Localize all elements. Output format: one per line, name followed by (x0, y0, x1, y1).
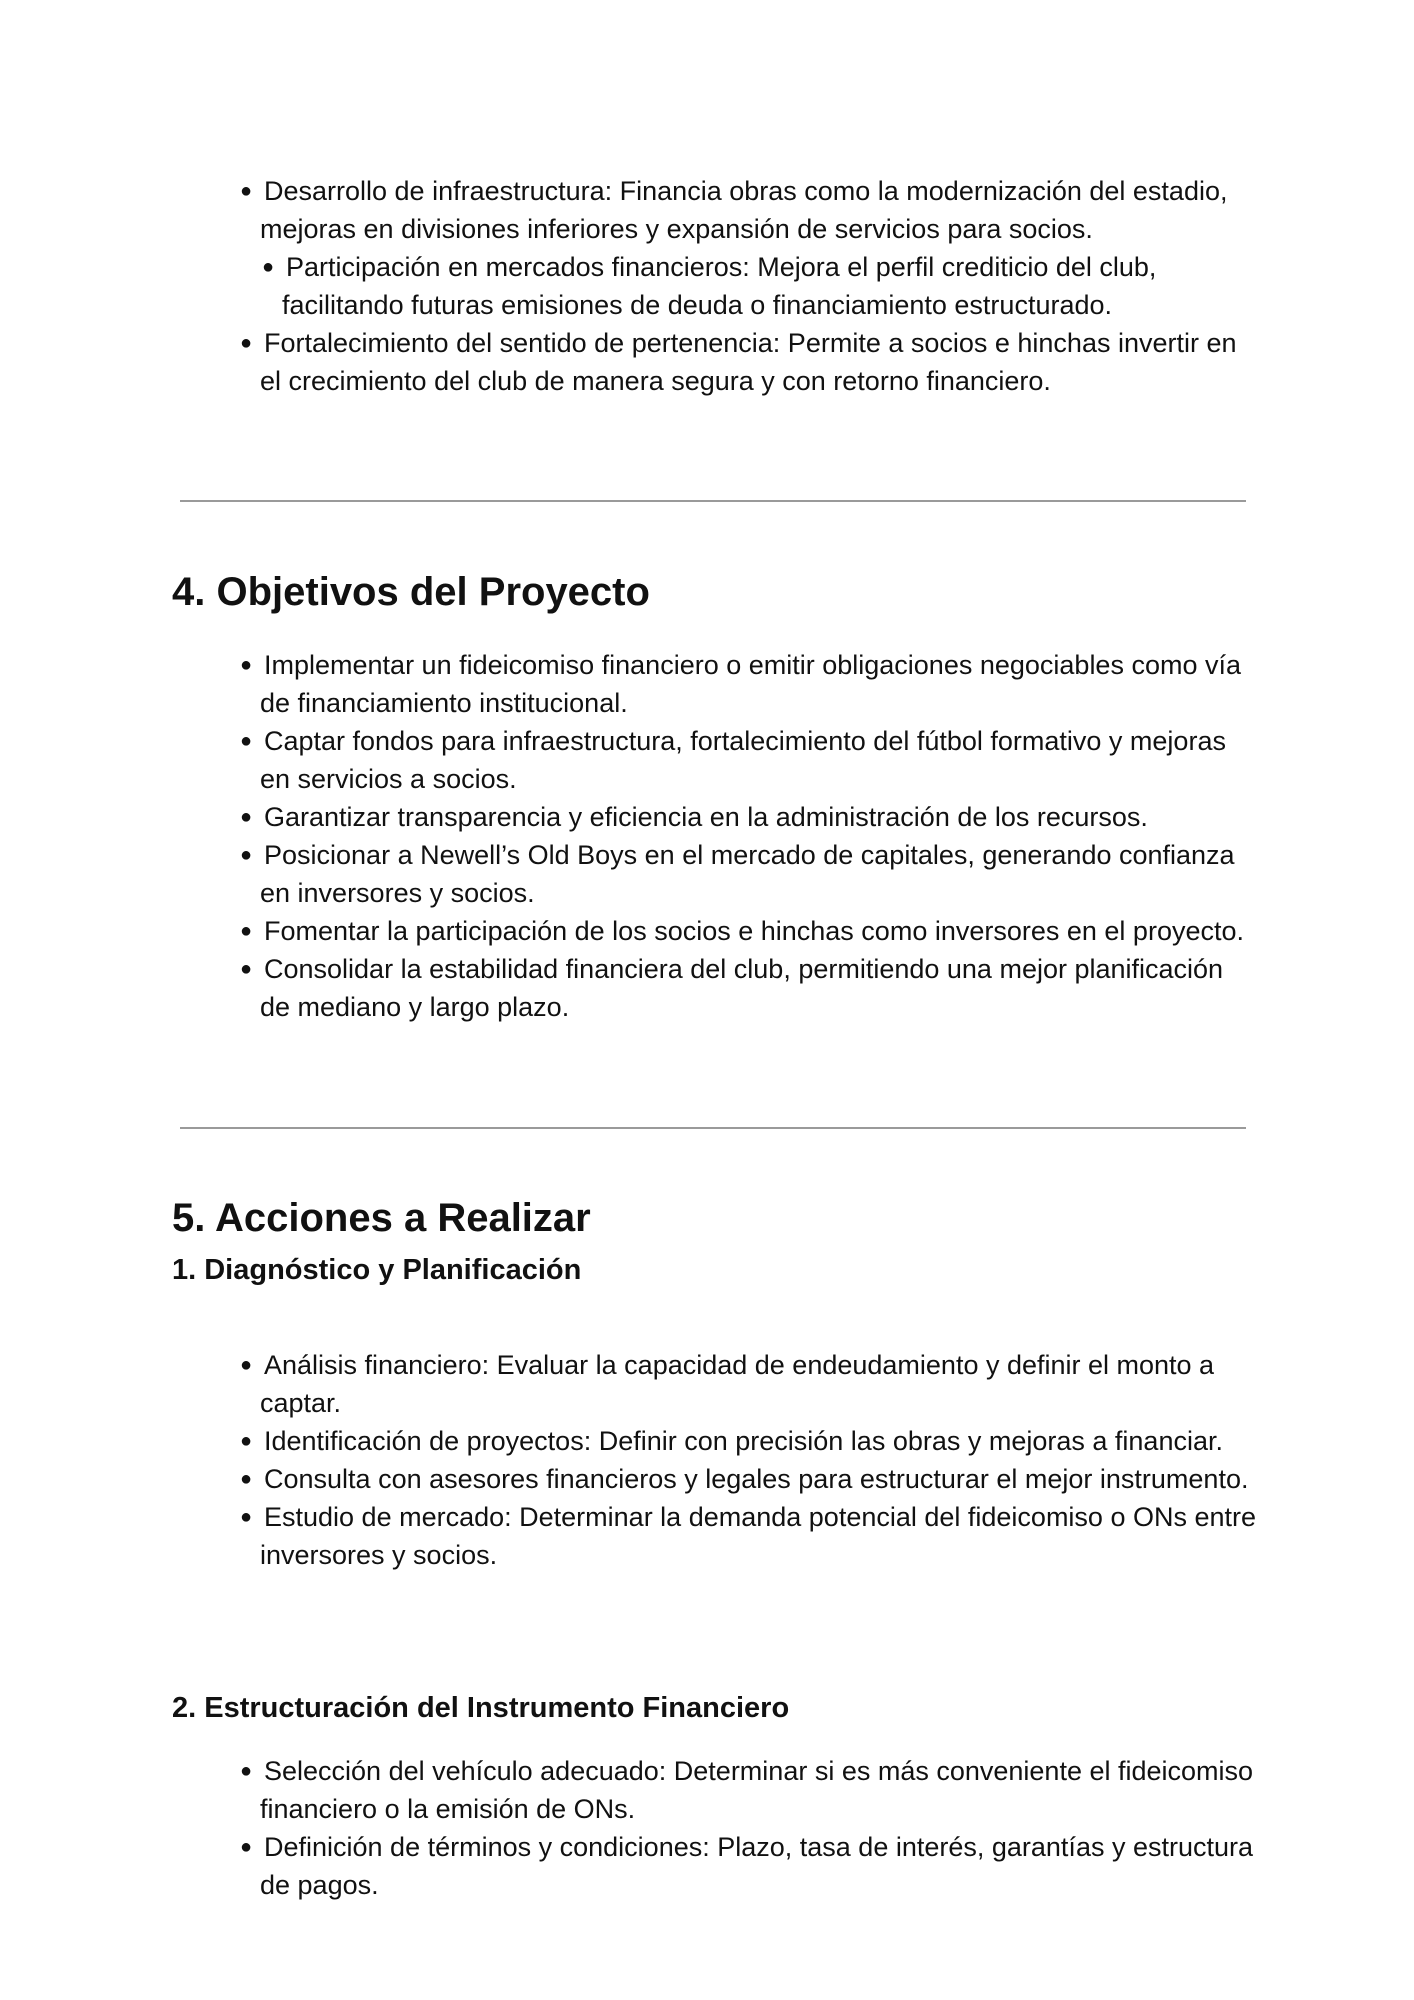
list-item (216, 1498, 1256, 1574)
list-item-text: Estudio de mercado: Determinar la demanda potencial del fideicomiso o ONs entre inversores y socios. (260, 1502, 1257, 1570)
bullet-icon: ● (240, 1430, 253, 1452)
list-item-text: Fortalecimiento del sentido de pertenencia: Permite a socios e hinchas invertir en el crecimiento del club de manera segura y con retorno financiero. (260, 328, 1237, 396)
list-item (216, 722, 1256, 798)
list-item-text: Fomentar la participación de los socios e hinchas como inversores en el proyecto. (264, 916, 1244, 946)
bullet-icon: ● (240, 844, 253, 866)
list-item-text: Consolidar la estabilidad financiera del club, permitiendo una mejor planificación de mediano y largo plazo. (260, 954, 1224, 1022)
list-item (216, 1422, 1256, 1460)
list-item-text: Posicionar a Newell’s Old Boys en el mercado de capitales, generando confianza en inversores y socios. (260, 840, 1235, 908)
list-item (216, 950, 1256, 1026)
list-item (216, 1346, 1256, 1422)
bullet-icon: ● (240, 958, 253, 980)
bullet-icon: ● (240, 806, 253, 828)
list-item (216, 248, 1256, 324)
list-item-text: Garantizar transparencia y eficiencia en la administración de los recursos. (264, 802, 1148, 832)
list-item (216, 324, 1256, 400)
section-divider (180, 1127, 1246, 1129)
list-item (216, 1752, 1256, 1828)
section-5-title: 5. Acciones a Realizar (172, 1196, 591, 1240)
list-item (216, 912, 1256, 950)
list-item (216, 1460, 1256, 1498)
list-item (216, 836, 1256, 912)
section-divider (180, 500, 1246, 502)
list-item-text: Definición de términos y condiciones: Plazo, tasa de interés, garantías y estructura de pagos. (260, 1832, 1254, 1900)
bullet-icon: ● (240, 1836, 253, 1858)
bullet-icon: ● (240, 920, 253, 942)
intro-bullet-list (216, 172, 1256, 400)
list-item-text: Captar fondos para infraestructura, fortalecimiento del fútbol formativo y mejoras en servicios a socios. (260, 726, 1226, 794)
bullet-icon: ● (240, 1760, 253, 1782)
bullet-icon: ● (240, 1506, 253, 1528)
list-item-text: Identificación de proyectos: Definir con precisión las obras y mejoras a financiar. (264, 1426, 1223, 1456)
section-4-title: 4. Objetivos del Proyecto (172, 570, 650, 614)
list-item (216, 646, 1256, 722)
list-item-text: Implementar un fideicomiso financiero o emitir obligaciones negociables como vía de financiamiento institucional. (260, 650, 1241, 718)
objectives-bullet-list (216, 646, 1256, 1026)
bullet-icon: ● (240, 180, 253, 202)
bullet-icon: ● (240, 1354, 253, 1376)
structuring-bullet-list (216, 1752, 1256, 1904)
subsection-2-title: 2. Estructuración del Instrumento Financiero (172, 1692, 790, 1724)
list-item (216, 1828, 1256, 1904)
bullet-icon: ● (240, 332, 253, 354)
list-item-text: Desarrollo de infraestructura: Financia obras como la modernización del estadio, mejoras en divisiones inferiores y expansión de servicios para socios. (260, 176, 1228, 244)
list-item (216, 172, 1256, 248)
list-item-text: Participación en mercados financieros: Mejora el perfil crediticio del club, facilitando futuras emisiones de deuda o financiamiento estructurado. (282, 252, 1157, 320)
bullet-icon: ● (240, 1468, 253, 1490)
subsection-1-title: 1. Diagnóstico y Planificación (172, 1254, 582, 1286)
diagnosis-bullet-list (216, 1346, 1256, 1574)
list-item-text: Selección del vehículo adecuado: Determinar si es más conveniente el fideicomiso financiero o la emisión de ONs. (260, 1756, 1254, 1824)
list-item-text: Análisis financiero: Evaluar la capacidad de endeudamiento y definir el monto a captar. (260, 1350, 1215, 1418)
list-item-text: Consulta con asesores financieros y legales para estructurar el mejor instrumento. (264, 1464, 1249, 1494)
bullet-icon: ● (262, 256, 275, 278)
bullet-icon: ● (240, 730, 253, 752)
list-item (216, 798, 1256, 836)
bullet-icon: ● (240, 654, 253, 676)
